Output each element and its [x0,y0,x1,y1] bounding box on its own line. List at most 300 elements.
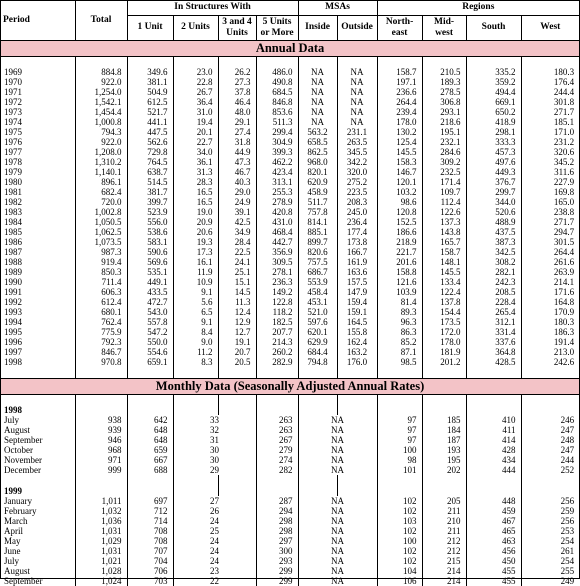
cell-west: 164.8 [521,297,579,307]
cell-inside: NA [298,87,337,97]
cell-2-units: 17.3 [173,247,218,257]
spacer-cell [218,394,256,405]
cell-1-unit: 703 [127,576,173,586]
spacer-cell [521,475,579,486]
cell-west: 238.8 [521,207,579,217]
spacer-cell [256,367,298,379]
cell-west: 247 [521,445,579,455]
cell-west: 256 [521,496,579,506]
cell-period: 1971 [4,86,22,97]
cell-total: 939 [75,425,127,435]
cell-northeast: 158.8 [377,267,422,277]
cell-5-plus-units: 420.8 [256,207,298,217]
cell-1-unit: 562.6 [127,137,173,147]
table-row [1,465,579,475]
spacer-cell [75,475,127,486]
cell-3-4-units: 34.9 [218,227,256,237]
cell-period: 1977 [4,146,22,157]
table-row [1,247,579,257]
cell-total: 775.9 [75,327,127,337]
table-row [1,177,579,187]
cell-south: 333.3 [466,137,521,147]
cell-west: 247 [521,425,579,435]
cell-period: 1984 [4,216,22,227]
cell-msa-inside-outside: NA [298,506,377,516]
cell-total: 1,032 [75,506,127,516]
cell-west: 256 [521,516,579,526]
table-row [1,307,579,317]
cell-midwest: 211 [422,526,466,536]
cell-inside: 453.1 [298,297,337,307]
col-header-5-plus-units: 5 Units or More [256,15,298,40]
cell-1-unit: 648 [127,435,173,445]
cell-5-plus-units: 309.5 [256,257,298,267]
table-row [1,576,579,586]
cell-2-units: 34.0 [173,147,218,157]
cell-msa-inside-outside: NA [298,526,377,536]
cell-total: 968 [75,445,127,455]
cell-south: 497.6 [466,157,521,167]
cell-south: 299.7 [466,187,521,197]
cell-inside: 458.4 [298,287,337,297]
cell-west: 249 [521,576,579,586]
table-row [1,267,579,277]
cell-period: 1991 [4,286,22,297]
cell-south: 455 [466,566,521,576]
cell-midwest: 173.5 [422,317,466,327]
cell-south: 282.1 [466,267,521,277]
table-row [1,227,579,237]
spacer-cell [377,367,422,379]
cell-south: 450 [466,556,521,566]
spacer-cell [337,475,377,486]
cell-west: 252 [521,465,579,475]
cell-south: 669.1 [466,97,521,107]
table-row [1,117,579,127]
cell-msa-inside-outside: NA [298,576,377,586]
cell-3-4-units: 12.4 [218,307,256,317]
cell-2-to-4-units: 27 [173,496,256,506]
spacer-cell [75,56,127,67]
table-row [1,137,579,147]
cell-5-plus-units: 278.1 [256,267,298,277]
cell-outside: 161.9 [337,257,377,267]
spacer-cell [466,56,521,67]
cell-south: 265.4 [466,307,521,317]
cell-total: 1,542.1 [75,97,127,107]
cell-inside: 757.8 [298,207,337,217]
cell-3-4-units: 40.3 [218,177,256,187]
cell-period: 1994 [4,316,22,327]
cell-midwest: 201.2 [422,357,466,367]
cell-total: 1,050.5 [75,217,127,227]
cell-outside: 157.5 [337,277,377,287]
table-row [1,536,579,546]
cell-period: August [4,424,31,435]
cell-south: 228.4 [466,297,521,307]
cell-outside: 177.4 [337,227,377,237]
cell-south: 312.1 [466,317,521,327]
cell-period: December [4,464,41,475]
spacer-cell [75,394,127,405]
cell-outside: 345.5 [337,147,377,157]
cell-msa-inside-outside: NA [298,566,377,576]
cell-total: 711.4 [75,277,127,287]
cell-west: 165.0 [521,197,579,207]
cell-inside: NA [298,97,337,107]
cell-northeast: 89.3 [377,307,422,317]
spacer-cell [218,56,256,67]
spacer-cell [466,475,521,486]
spacer-cell [1,56,75,67]
table-row [1,147,579,157]
cell-outside: 236.4 [337,217,377,227]
cell-total: 762.4 [75,317,127,327]
cell-period: 1982 [4,196,22,207]
cell-south: 467 [466,516,521,526]
cell-inside: 511.7 [298,197,337,207]
spacer-cell [1,367,75,379]
cell-west: 171.6 [521,287,579,297]
cell-5-plus-units: 263 [256,415,298,425]
cell-total: 971 [75,455,127,465]
table-row [1,67,579,77]
cell-period: July [4,555,20,566]
table-row [1,317,579,327]
cell-outside: 147.9 [337,287,377,297]
spacer-cell [466,486,521,496]
cell-midwest: 309.2 [422,157,466,167]
cell-northeast: 145.5 [377,147,422,157]
cell-outside: NA [337,117,377,127]
table-row [1,277,579,287]
cell-west: 246 [521,415,579,425]
table-row [1,297,579,307]
cell-3-4-units: 29.1 [218,117,256,127]
cell-2-to-4-units: 22 [173,576,256,586]
cell-west: 176.4 [521,77,579,87]
cell-1-unit: 612.5 [127,97,173,107]
cell-outside: 223.5 [337,187,377,197]
spacer-cell [521,394,579,405]
table-row [1,157,579,167]
table-row [1,496,579,506]
table-row [1,97,579,107]
cell-2-units: 9.1 [173,287,218,297]
table-row [1,546,579,556]
spacer-cell [377,475,422,486]
cell-1-unit: 557.8 [127,317,173,327]
cell-northeast: 102 [377,506,422,516]
spacer-cell [1,475,75,486]
cell-northeast: 236.6 [377,87,422,97]
cell-5-plus-units: 118.2 [256,307,298,317]
cell-west: 244.4 [521,87,579,97]
cell-total: 1,310.2 [75,157,127,167]
cell-2-units: 23.0 [173,67,218,77]
cell-msa-inside-outside: NA [298,425,377,435]
cell-midwest: 212 [422,536,466,546]
cell-midwest: 154.4 [422,307,466,317]
cell-midwest: 189.3 [422,77,466,87]
cell-2-to-4-units: 24 [173,536,256,546]
cell-total: 1,021 [75,556,127,566]
cell-midwest: 205 [422,496,466,506]
table-row [1,187,579,197]
cell-1-unit: 704 [127,556,173,566]
cell-outside: NA [337,107,377,117]
cell-5-plus-units: 214.3 [256,337,298,347]
cell-1-unit: 659.1 [127,357,173,367]
cell-inside: NA [298,67,337,77]
cell-west: 345.2 [521,157,579,167]
table-row [1,415,579,425]
cell-northeast: 103.2 [377,187,422,197]
spacer-cell [298,367,337,379]
col-header-3-4-units: 3 and 4 Units [218,15,256,40]
cell-2-units: 11.2 [173,347,218,357]
cell-northeast: 100 [377,445,422,455]
cell-2-units: 6.5 [173,307,218,317]
col-header-outside: Outside [337,15,377,40]
cell-west: 261 [521,546,579,556]
cell-3-4-units: 46.7 [218,167,256,177]
cell-1-unit: 729.8 [127,147,173,157]
cell-5-plus-units: 356.9 [256,247,298,257]
cell-2-units: 11.9 [173,267,218,277]
cell-1-unit: 543.0 [127,307,173,317]
cell-5-plus-units: 490.8 [256,77,298,87]
cell-period: 1980 [4,176,22,187]
cell-2-to-4-units: 24 [173,556,256,566]
cell-midwest: 109.7 [422,187,466,197]
cell-outside: 155.8 [337,327,377,337]
cell-period: 1987 [4,246,22,257]
cell-2-units: 36.4 [173,97,218,107]
cell-south: 331.4 [466,327,521,337]
cell-total: 606.3 [75,287,127,297]
cell-2-to-4-units: 31 [173,435,256,445]
cell-northeast: 85.2 [377,337,422,347]
cell-midwest: 306.8 [422,97,466,107]
cell-total: 938 [75,415,127,425]
cell-west: 171.0 [521,127,579,137]
spacer-cell [466,367,521,379]
cell-south: 650.2 [466,107,521,117]
cell-period: November [4,454,42,465]
cell-inside: 658.5 [298,137,337,147]
cell-northeast: 98.6 [377,197,422,207]
cell-south: 459 [466,506,521,516]
table-row [1,556,579,566]
cell-inside: 757.5 [298,257,337,267]
cell-midwest: 293.1 [422,107,466,117]
cell-period: 1996 [4,336,22,347]
cell-2-units: 31.0 [173,107,218,117]
col-header-inside: Inside [298,15,337,40]
spacer-cell [75,486,127,496]
cell-1-unit: 521.7 [127,107,173,117]
cell-midwest: 143.8 [422,227,466,237]
cell-3-4-units: 27.3 [218,77,256,87]
cell-inside: 553.9 [298,277,337,287]
cell-midwest: 172.0 [422,327,466,337]
spacer-cell [337,56,377,67]
spacer-cell [337,394,377,405]
cell-1-unit: 381.1 [127,77,173,87]
cell-inside: 458.9 [298,187,337,197]
cell-5-plus-units: 304.9 [256,137,298,147]
table-row [1,357,579,367]
cell-period: 1976 [4,136,22,147]
cell-3-4-units: 47.3 [218,157,256,167]
cell-outside: NA [337,77,377,87]
cell-total: 794.3 [75,127,127,137]
cell-west: 180.3 [521,317,579,327]
cell-total: 922.0 [75,77,127,87]
cell-west: 264.4 [521,247,579,257]
cell-midwest: 215 [422,556,466,566]
spacer-cell [218,367,256,379]
cell-5-plus-units: 278.9 [256,197,298,207]
cell-1-unit: 550.0 [127,337,173,347]
spacer-cell [218,475,256,486]
cell-midwest: 122.6 [422,207,466,217]
cell-3-4-units: 20.7 [218,347,256,357]
cell-5-plus-units: 279 [256,445,298,455]
cell-outside: 263.5 [337,137,377,147]
cell-1-unit: 708 [127,526,173,536]
cell-5-plus-units: 299 [256,576,298,586]
cell-period: April [4,525,23,536]
cell-period: 1989 [4,266,22,277]
cell-northeast: 97 [377,435,422,445]
cell-northeast: 221.7 [377,247,422,257]
cell-period: May [4,535,21,546]
cell-total: 987.3 [75,247,127,257]
cell-5-plus-units: 462.2 [256,157,298,167]
col-header-2-units: 2 Units [173,15,218,40]
table-row [1,107,579,117]
cell-outside: 208.3 [337,197,377,207]
cell-south: 428.5 [466,357,521,367]
cell-west: 186.3 [521,327,579,337]
table-row [1,327,579,337]
cell-1-unit: 648 [127,425,173,435]
cell-northeast: 97 [377,425,422,435]
cell-period: 1981 [4,186,22,197]
cell-south: 364.8 [466,347,521,357]
annual-data-heading: Annual Data [1,40,579,56]
cell-period: 1992 [4,296,22,307]
spacer-cell [218,405,256,415]
cell-outside: NA [337,87,377,97]
cell-2-to-4-units: 26 [173,506,256,516]
spacer-cell [75,405,127,415]
cell-period: 1969 [4,66,22,77]
spacer-cell [337,486,377,496]
table-row [1,347,579,357]
cell-west: 271.7 [521,217,579,227]
cell-5-plus-units: 267 [256,435,298,445]
cell-period: 1978 [4,156,22,167]
cell-midwest: 137.8 [422,297,466,307]
cell-1-unit: 764.5 [127,157,173,167]
cell-2-units: 22.8 [173,77,218,87]
cell-3-4-units: 46.4 [218,97,256,107]
cell-3-4-units: 14.5 [218,287,256,297]
table-row [1,77,579,87]
spacer-cell [256,486,298,496]
cell-msa-inside-outside: NA [298,546,377,556]
cell-west: 242.6 [521,357,579,367]
cell-northeast: 103 [377,516,422,526]
cell-2-units: 26.7 [173,87,218,97]
spacer-cell [521,486,579,496]
col-header-west: West [521,15,579,40]
cell-1-unit: 667 [127,455,173,465]
cell-midwest: 212 [422,546,466,556]
cell-2-units: 36.1 [173,157,218,167]
cell-2-to-4-units: 29 [173,465,256,475]
cell-3-4-units: 39.1 [218,207,256,217]
cell-outside: 159.1 [337,307,377,317]
cell-northeast: 104 [377,566,422,576]
cell-3-4-units: 24.1 [218,257,256,267]
cell-south: 359.2 [466,77,521,87]
table-row [1,197,579,207]
table-row [1,516,579,526]
cell-5-plus-units: 299.4 [256,127,298,137]
cell-south: 242.3 [466,277,521,287]
cell-inside: NA [298,107,337,117]
table-row [1,455,579,465]
spacer-cell [377,486,422,496]
cell-3-4-units: 48.0 [218,107,256,117]
cell-west: 231.2 [521,137,579,147]
cell-midwest: 210.5 [422,67,466,77]
year-label: 1998 [4,404,22,415]
cell-south: 448 [466,496,521,506]
cell-northeast: 121.6 [377,277,422,287]
cell-1-unit: 433.5 [127,287,173,297]
cell-1-unit: 583.1 [127,237,173,247]
cell-west: 180.3 [521,67,579,77]
cell-1-unit: 399.7 [127,197,173,207]
cell-outside: 164.5 [337,317,377,327]
cell-west: 301.8 [521,97,579,107]
cell-outside: NA [337,97,377,107]
cell-inside: 885.1 [298,227,337,237]
cell-outside: 231.1 [337,127,377,137]
cell-south: 457.3 [466,147,521,157]
cell-south: 488.9 [466,217,521,227]
cell-midwest: 178.0 [422,337,466,347]
cell-south: 335.2 [466,67,521,77]
spacer-cell [521,56,579,67]
cell-northeast: 97 [377,415,422,425]
cell-period: 1979 [4,166,22,177]
cell-period: 1998 [4,356,22,367]
spacer-cell [377,56,422,67]
cell-total: 1,000.8 [75,117,127,127]
cell-2-units: 8.4 [173,327,218,337]
cell-west: 214.1 [521,277,579,287]
cell-1-unit: 688 [127,465,173,475]
cell-period: June [4,545,21,556]
spacer-cell [173,56,218,67]
cell-2-units: 22.7 [173,137,218,147]
